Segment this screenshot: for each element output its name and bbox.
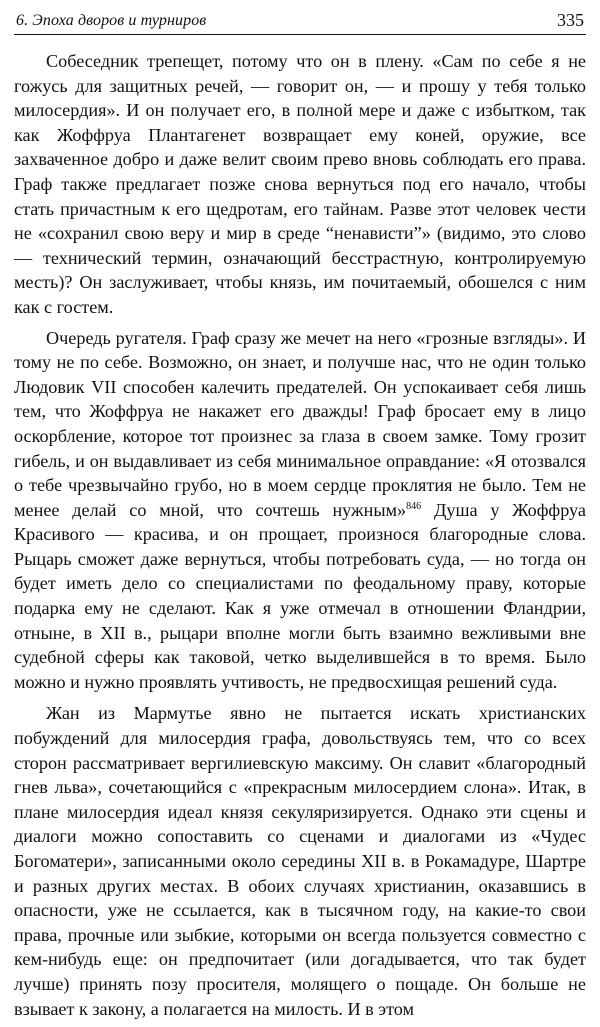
book-page — [14, 8, 586, 1027]
paragraph-3: Жан из Мармутье явно не пытается искать христианских побуждений для милосердия графа, довольствуясь тем, что со всех сторон рассматривает вергилиевскую максиму. Он славит «благородный гнев льва», сочетающийся с «прекрасным милосердием слона». Итак, в плане милосердия идеал князя секуляризируется. Однако эти сцены и диалоги можно сопоставить со сценами и диалогами из «Чудес Богоматери», записанными около середины XII в. в Рокамадуре, Шартре и разных других местах. В обоих случаях христианин, оказавшись в опасности, уже не ссылается, как в тысячном году, на какие-то свои права, прочные или зыбкие, которыми он всегда пользуется совместно с кем-нибудь еще: он предпочитает (или догадывается, что так будет лучше) принять позу просителя, молящего о пощаде. Он больше не взывает к закону, а полагается на милость. И в этом — [14, 703, 586, 1019]
running-head — [14, 8, 586, 35]
paragraph-1: Собеседник трепещет, потому что он в плену. «Сам по себе я не гожусь для защитных речей, — говорит он, — и прошу у тебя только милосердия». И он получает его, в полной мере и даже с избытком, так как Жоффруа Плантагенет возвращает ему коней, оружие, все захваченное добро и даже велит своим прево вновь соблюдать его права. Граф также предлагает позже снова вернуться под его начало, чтобы стать причастным к его щедротам, его тайнам. Разве этот человек чести не «сохранил свою веру и мир в среде “ненависти”» (видимо, это слово — технический термин, означающий бесстрастную, контролируемую месть)? Он заслуживает, чтобы князь, им почитаемый, обошелся с ним как с гостем. — [14, 51, 586, 317]
footnote-reference: 846 — [406, 500, 422, 512]
chapter-title: 6. Эпоха дворов и турниров — [16, 12, 207, 29]
paragraph-2 — [14, 326, 586, 695]
paragraph-2-text-before-note: Очередь ругателя. Граф сразу же мечет на него «грозные взгляды». И тому не по себе. Возможно, он знает, и получше нас, что не один только Людовик VII способен калечить предателей. Он успокаивает себя лишь тем, что Жоффруа не накажет его дважды! Граф бросает ему в лицо оскорбление, которое тот произнес за глаза в своем замке. Тому грозит гибель, и он выдавливает из себя минимальное оправдание: «Я отозвался о тебе чрезвычайно грубо, но в моем сердце проклятия не было. Тем не менее делай со мной, что сочтешь нужным» — [14, 327, 586, 520]
page-number: 335 — [557, 10, 584, 30]
body-text — [14, 49, 586, 1021]
paragraph-2-text-after-note: Душа у Жоффруа Красивого — красива, и он прощает, произнося благородные слова. Рыцарь сможет даже вернуться, чтобы потребовать суда, — но тогда он будет иметь дело со специалистами по феодальному праву, которые подарка ему не сделают. Как я уже отмечал в отношении Фландрии, отныне, в XII в., рыцари вполне могли быть взаимно вежливыми вне судебной сферы как таковой, четко выделившейся в то время. Было можно и нужно проявлять учтивость, не предвосхищая решений суда. — [14, 499, 586, 692]
